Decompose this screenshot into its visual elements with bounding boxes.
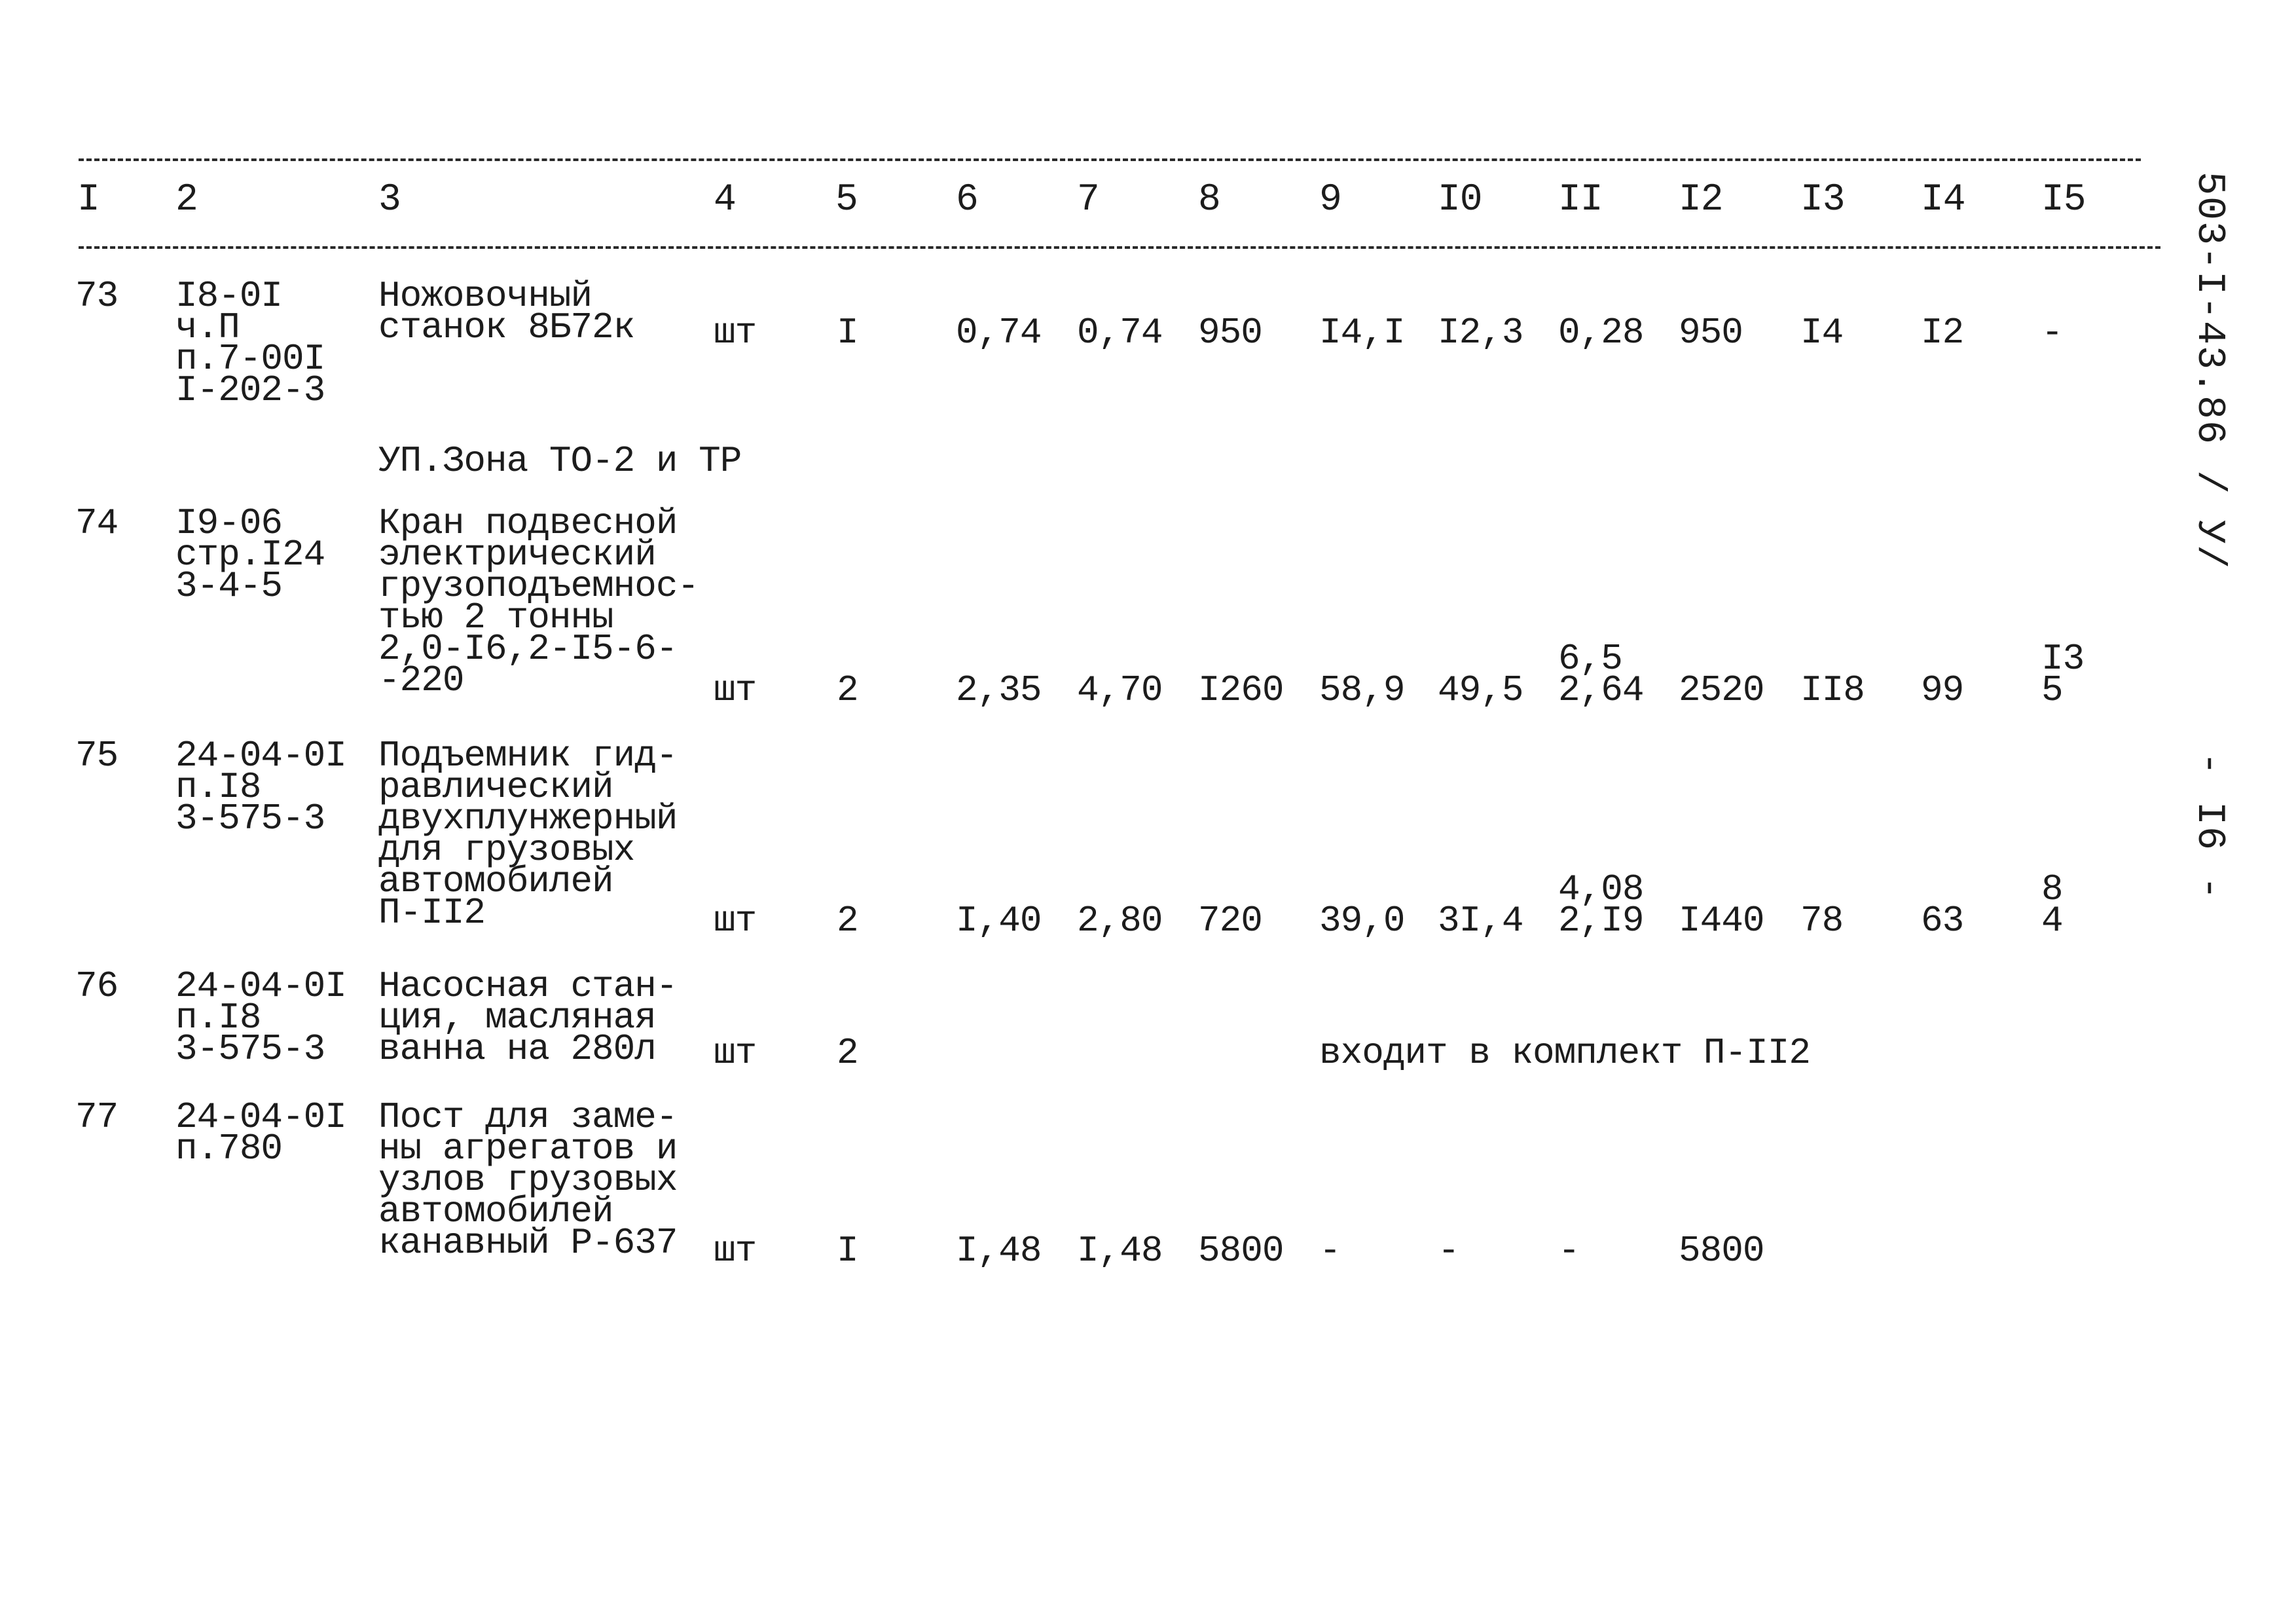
row-74-code: I9-06 стр.I24 3-4-5 bbox=[175, 502, 325, 607]
row-76-num: 76 bbox=[75, 965, 118, 1007]
row-77-num: 77 bbox=[75, 1096, 118, 1138]
col-header-12: I2 bbox=[1679, 179, 1723, 221]
row-73-c15: - bbox=[2041, 312, 2063, 354]
row-74-c6: 2,35 bbox=[956, 669, 1042, 711]
row-75-c10: 3I,4 bbox=[1438, 900, 1523, 942]
col-header-2: 2 bbox=[175, 179, 198, 221]
row-73-c11: 0,28 bbox=[1558, 312, 1644, 354]
row-77-c8: 5800 bbox=[1198, 1230, 1284, 1272]
row-73-unit: шт bbox=[714, 312, 757, 354]
row-74-c8: I260 bbox=[1198, 669, 1284, 711]
row-77-c7: I,48 bbox=[1077, 1230, 1163, 1272]
row-75-c7: 2,80 bbox=[1077, 900, 1163, 942]
section-heading: УП.Зона ТО-2 и ТР bbox=[378, 440, 742, 482]
row-73-c13: I4 bbox=[1800, 312, 1844, 354]
row-74-c15: I3 5 bbox=[2041, 638, 2085, 711]
row-73-c6: 0,74 bbox=[956, 312, 1042, 354]
row-77-unit: шт bbox=[714, 1230, 757, 1272]
row-75-c9: 39,0 bbox=[1319, 900, 1405, 942]
col-header-1: I bbox=[77, 179, 100, 221]
row-73-code: I8-0I ч.П п.7-00I I-202-3 bbox=[175, 275, 325, 411]
row-75-c13: 78 bbox=[1800, 900, 1844, 942]
col-header-14: I4 bbox=[1921, 179, 1965, 221]
row-74-name: Кран подвесной электрический грузоподъемнос- тью 2 тонны 2,0-I6,2-I5-6- -220 bbox=[378, 502, 699, 701]
row-73-num: 73 bbox=[75, 275, 118, 317]
header-bottom-rule bbox=[79, 246, 2160, 249]
row-75-num: 75 bbox=[75, 735, 118, 777]
row-73-c7: 0,74 bbox=[1077, 312, 1163, 354]
row-75-c11: 4,08 2,I9 bbox=[1558, 868, 1644, 942]
row-74-c14: 99 bbox=[1921, 669, 1964, 711]
row-75-c14: 63 bbox=[1921, 900, 1964, 942]
page-number-label: - I6 - bbox=[2187, 752, 2231, 902]
row-74-num: 74 bbox=[75, 502, 118, 544]
col-header-13: I3 bbox=[1800, 179, 1845, 221]
row-73-name: Ножовочный станок 8Б72к bbox=[378, 275, 635, 348]
col-header-10: I0 bbox=[1438, 179, 1482, 221]
col-header-7: 7 bbox=[1077, 179, 1099, 221]
col-header-6: 6 bbox=[956, 179, 978, 221]
row-75-unit: шт bbox=[714, 900, 757, 942]
row-75-code: 24-04-0I п.I8 3-575-3 bbox=[175, 735, 346, 840]
row-74-unit: шт bbox=[714, 669, 757, 711]
col-header-5: 5 bbox=[835, 179, 858, 221]
row-74-c11: 6,5 2,64 bbox=[1558, 638, 1644, 711]
row-73-c10: I2,3 bbox=[1438, 312, 1523, 354]
row-77-qty: I bbox=[837, 1230, 858, 1272]
row-73-c12: 950 bbox=[1679, 312, 1743, 354]
row-77-c11: - bbox=[1558, 1230, 1580, 1272]
row-73-c8: 950 bbox=[1198, 312, 1262, 354]
row-74-c7: 4,70 bbox=[1077, 669, 1163, 711]
row-76-name: Насосная стан- ция, масляная ванна на 280л bbox=[378, 965, 678, 1070]
row-75-qty: 2 bbox=[837, 900, 858, 942]
row-77-c6: I,48 bbox=[956, 1230, 1042, 1272]
row-76-note: входит в комплект П-II2 bbox=[1319, 1032, 1810, 1074]
col-header-9: 9 bbox=[1319, 179, 1341, 221]
row-74-c10: 49,5 bbox=[1438, 669, 1523, 711]
row-73-c9: I4,I bbox=[1319, 312, 1405, 354]
row-75-c8: 720 bbox=[1198, 900, 1262, 942]
row-73-c14: I2 bbox=[1921, 312, 1964, 354]
row-77-code: 24-04-0I п.780 bbox=[175, 1096, 346, 1170]
row-77-c10: - bbox=[1438, 1230, 1459, 1272]
col-header-11: II bbox=[1558, 179, 1603, 221]
row-74-c13: II8 bbox=[1800, 669, 1865, 711]
col-header-3: 3 bbox=[378, 179, 401, 221]
row-74-c9: 58,9 bbox=[1319, 669, 1405, 711]
row-76-qty: 2 bbox=[837, 1032, 858, 1074]
col-header-15: I5 bbox=[2041, 179, 2086, 221]
document-code-label: 503-I-43.86 / У/ bbox=[2187, 172, 2231, 570]
col-header-4: 4 bbox=[714, 179, 736, 221]
row-73-qty: I bbox=[837, 312, 858, 354]
row-75-c12: I440 bbox=[1679, 900, 1764, 942]
row-74-qty: 2 bbox=[837, 669, 858, 711]
row-74-c12: 2520 bbox=[1679, 669, 1764, 711]
header-top-rule bbox=[79, 158, 2141, 161]
row-75-c15: 8 4 bbox=[2041, 868, 2063, 942]
col-header-8: 8 bbox=[1198, 179, 1220, 221]
row-76-code: 24-04-0I п.I8 3-575-3 bbox=[175, 965, 346, 1070]
row-75-c6: I,40 bbox=[956, 900, 1042, 942]
row-76-unit: шт bbox=[714, 1032, 757, 1074]
row-77-c9: - bbox=[1319, 1230, 1341, 1272]
row-77-c12: 5800 bbox=[1679, 1230, 1764, 1272]
row-75-name: Подъемник гид- равлический двухплунжерный для грузовых автомобилей П-II2 bbox=[378, 735, 678, 934]
row-77-name: Пост для заме- ны агрегатов и узлов грузовых автомобилей канавный Р-637 bbox=[378, 1096, 678, 1264]
